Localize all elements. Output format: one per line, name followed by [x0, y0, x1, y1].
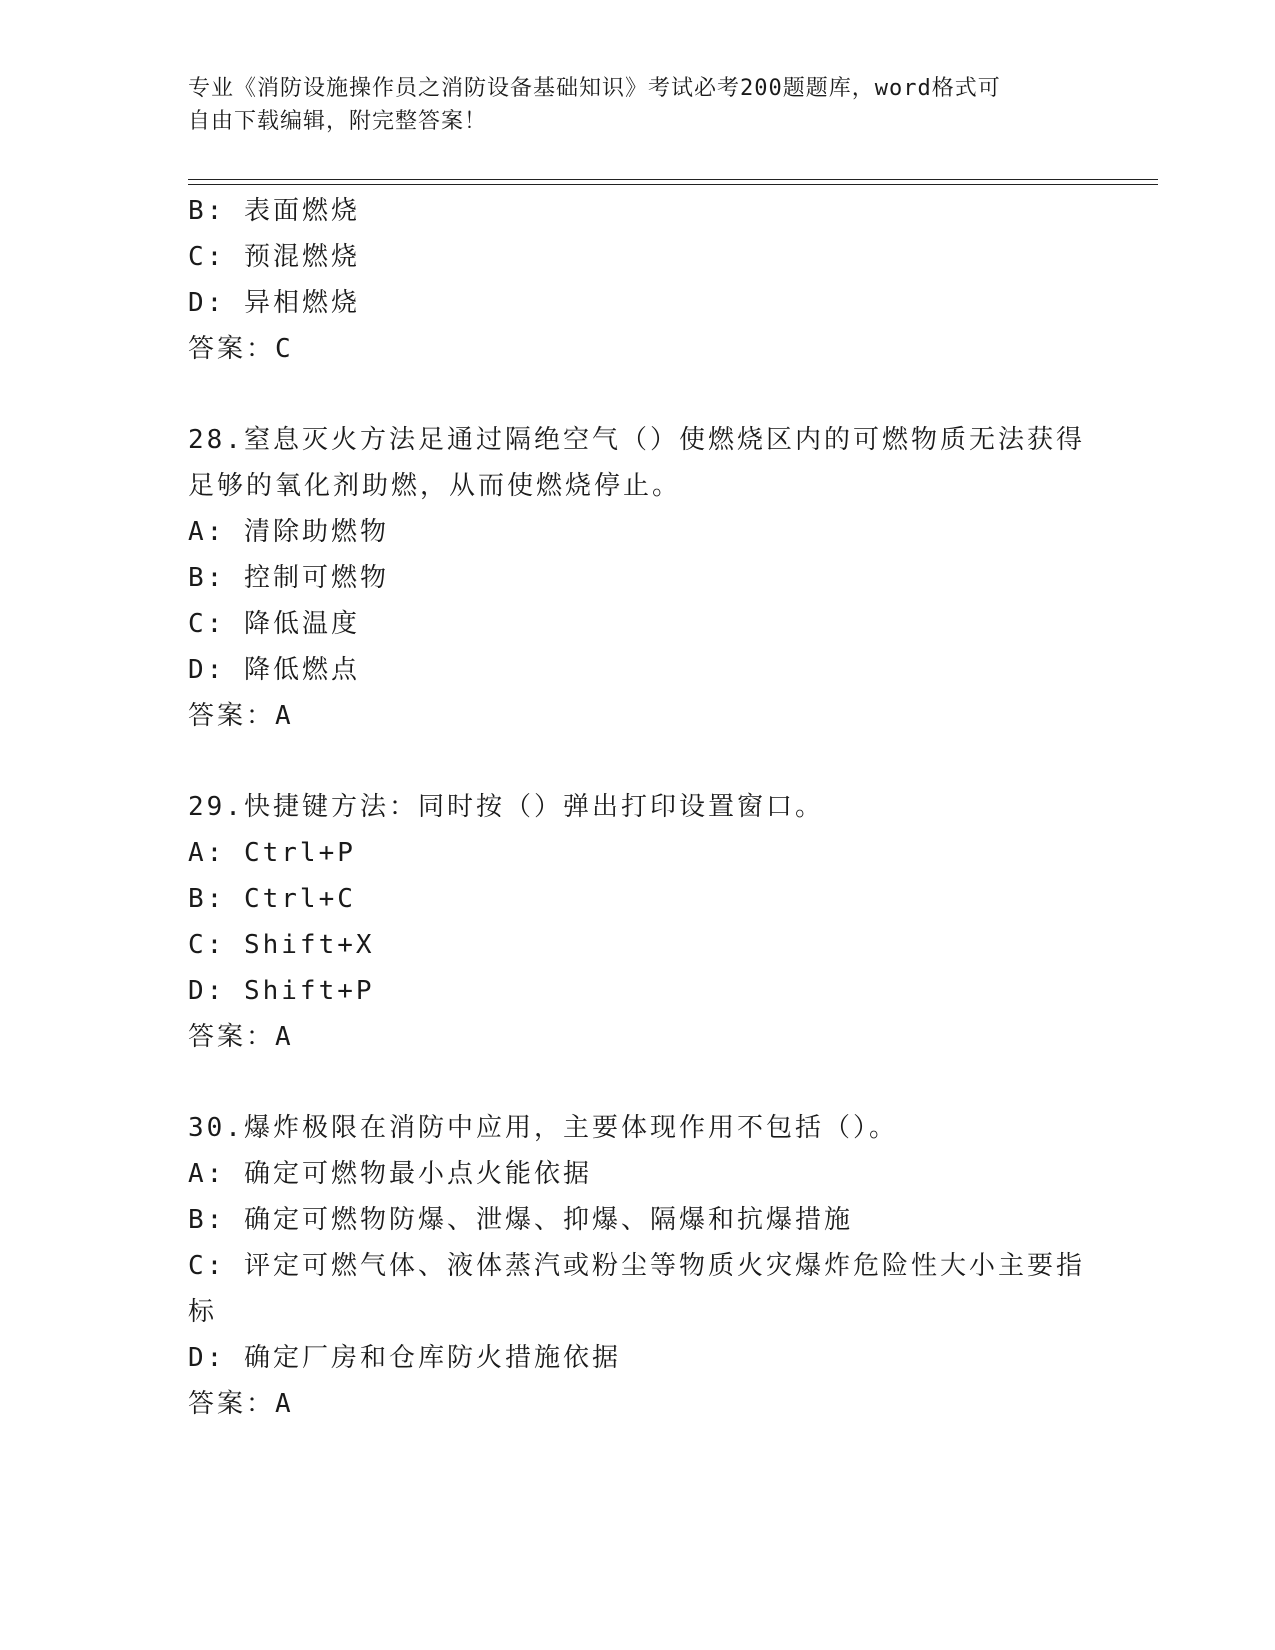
option-c: C: 降低温度: [188, 609, 360, 639]
option-b: B: 控制可燃物: [188, 563, 389, 593]
option-a: A: 清除助燃物: [188, 517, 389, 547]
question-29: [188, 784, 1088, 1060]
answer: 答案：A: [188, 1022, 294, 1052]
header-rule-top: [188, 179, 1158, 180]
option-c: C: Shift+X: [188, 930, 375, 960]
question-30: [188, 1105, 1088, 1427]
spacer: [188, 1060, 1088, 1105]
option-c-line-1: C: 评定可燃气体、液体蒸汽或粉尘等物质火灾爆炸危险性大小主要指: [188, 1251, 1085, 1281]
header-line-2: 自由下载编辑，附完整答案！: [188, 109, 488, 134]
question-list: [188, 188, 1088, 1427]
answer: 答案：A: [188, 1389, 294, 1419]
option-b: B: 确定可燃物防爆、泄爆、抑爆、隔爆和抗爆措施: [188, 1205, 853, 1235]
question-text: 29.快捷键方法：同时按（）弹出打印设置窗口。: [188, 792, 824, 822]
answer: 答案：C: [188, 334, 294, 364]
option-b: B: Ctrl+C: [188, 884, 356, 914]
option-b: B: 表面燃烧: [188, 196, 360, 226]
option-d: D: Shift+P: [188, 976, 375, 1006]
header-line-1: 专业《消防设施操作员之消防设备基础知识》考试必考200题题库，word格式可: [188, 76, 1001, 101]
question-text-line-2: 足够的氧化剂助燃，从而使燃烧停止。: [188, 471, 682, 501]
answer: 答案：A: [188, 701, 294, 731]
document-header: [188, 72, 1088, 138]
option-d: D: 异相燃烧: [188, 288, 360, 318]
option-c: C: 预混燃烧: [188, 242, 360, 272]
option-d: D: 降低燃点: [188, 655, 360, 685]
option-c-line-2: 标: [188, 1297, 218, 1327]
header-rule-bottom: [188, 184, 1158, 185]
spacer: [188, 372, 1088, 417]
spacer: [188, 739, 1088, 784]
option-d: D: 确定厂房和仓库防火措施依据: [188, 1343, 621, 1373]
option-a: A: 确定可燃物最小点火能依据: [188, 1159, 592, 1189]
question-27: [188, 188, 1088, 372]
question-text: 30.爆炸极限在消防中应用，主要体现作用不包括（）。: [188, 1113, 898, 1143]
question-28: [188, 417, 1088, 739]
option-a: A: Ctrl+P: [188, 838, 356, 868]
question-text-line-1: 28.窒息灭火方法足通过隔绝空气（）使燃烧区内的可燃物质无法获得: [188, 425, 1085, 455]
